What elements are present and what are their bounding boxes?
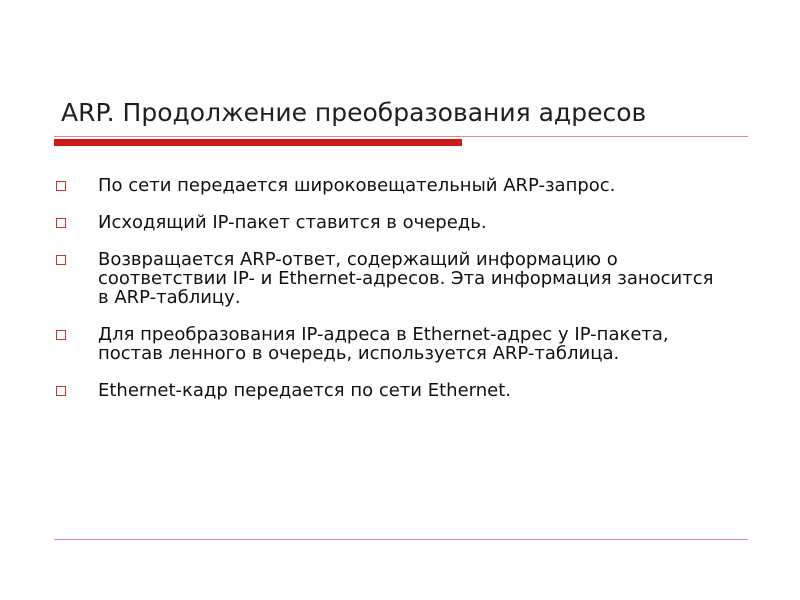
bullet-text: Возвращается ARP-ответ, содержащий информацию о соответствии IP- и Ethernet-адресов. Эта информация заносится в ARP-таблицу. xyxy=(98,249,714,308)
slide-title: ARP. Продолжение преобразования адресов xyxy=(61,98,647,127)
title-underline-accent xyxy=(54,139,462,146)
bullet-text: Исходящий IP-пакет ставится в очередь. xyxy=(98,212,487,233)
bullet-item xyxy=(56,176,716,195)
hollow-square-icon xyxy=(56,255,66,265)
hollow-square-icon xyxy=(56,218,66,228)
hollow-square-icon xyxy=(56,330,66,340)
bullet-text: Ethernet-кадр передается по сети Ethernet. xyxy=(98,380,511,401)
bullet-list xyxy=(56,176,716,418)
bullet-item xyxy=(56,381,716,400)
bullet-item xyxy=(56,213,716,232)
footer-divider xyxy=(54,539,748,540)
hollow-square-icon xyxy=(56,181,66,191)
bullet-text: Для преобразования IP-адреса в Ethernet-адрес у IP-пакета, постав ленного в очередь, используется ARP-таблица. xyxy=(98,324,669,364)
hollow-square-icon xyxy=(56,386,66,396)
bullet-text: По сети передается широковещательный ARP-запрос. xyxy=(98,175,616,196)
title-underline-thin xyxy=(54,136,748,137)
bullet-item xyxy=(56,250,716,307)
bullet-item xyxy=(56,325,716,363)
